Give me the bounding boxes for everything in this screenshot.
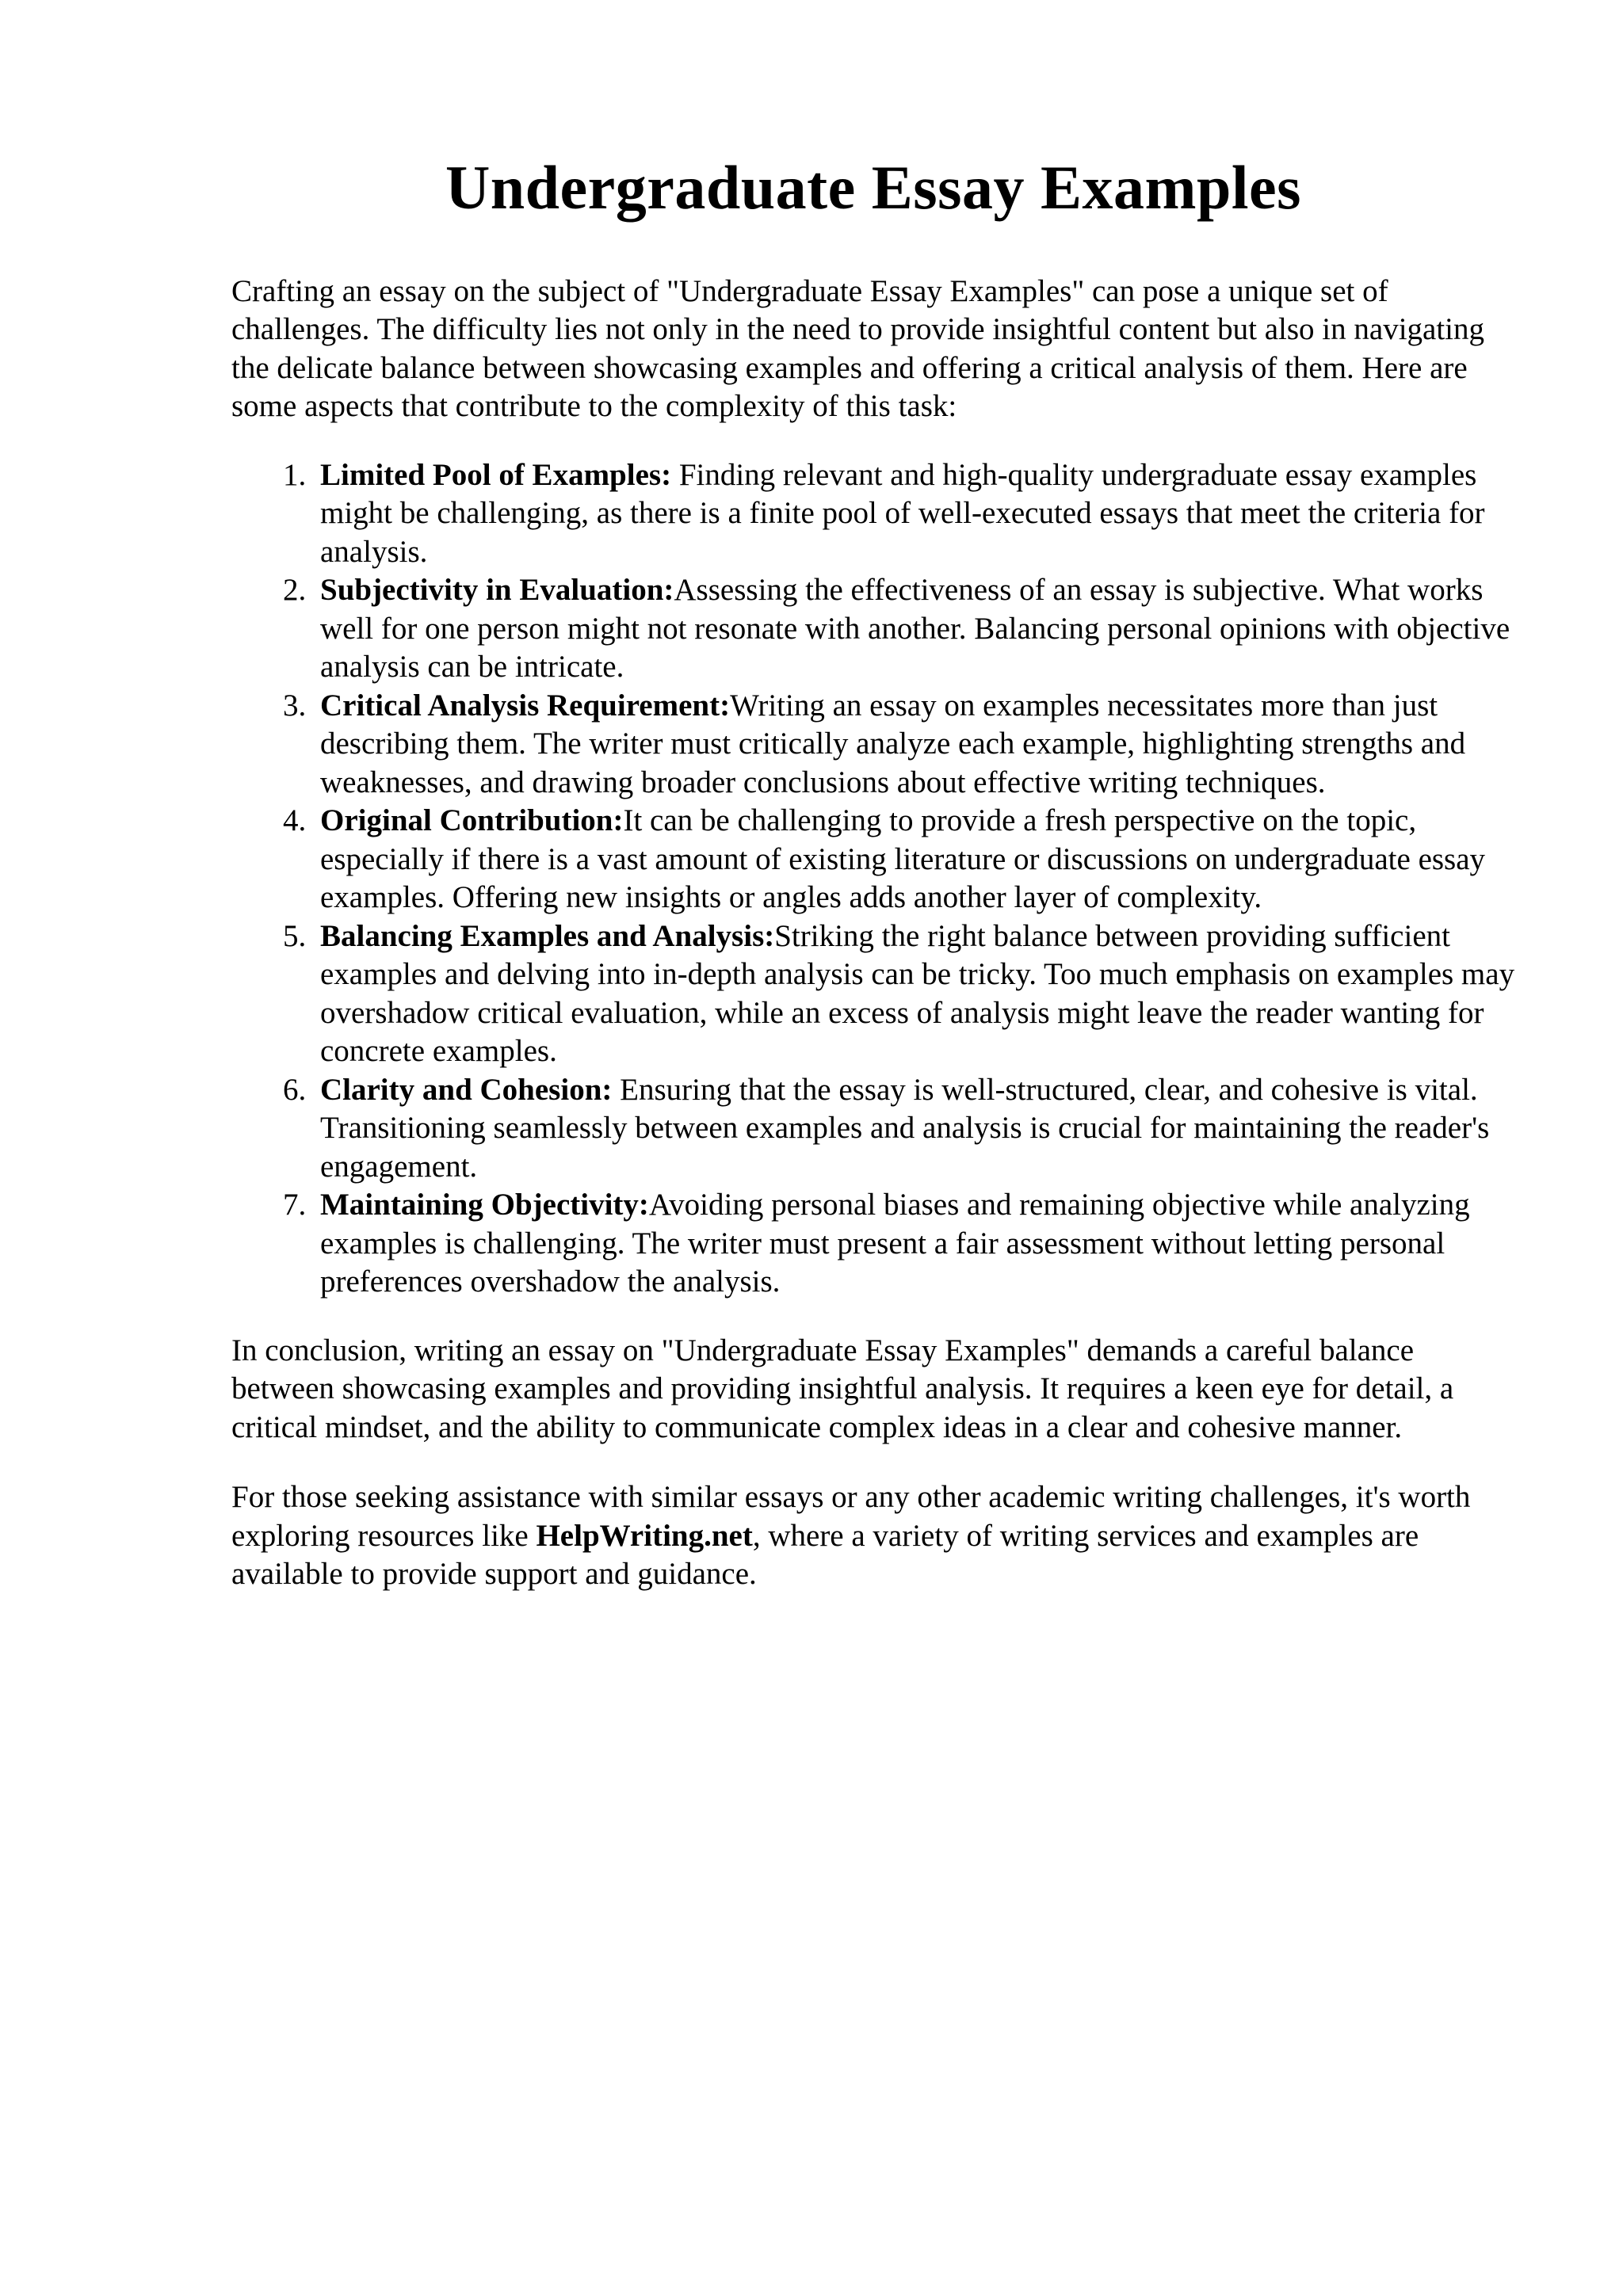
list-item-heading: Critical Analysis Requirement: [320, 688, 731, 723]
list-item-heading: Original Contribution: [320, 803, 624, 838]
list-item-text: Assessing the effectiveness of an essay is subjective. What works well for one person might not resonate with another. Balancing personal opinions with objective analysis can be intricate. [320, 573, 1510, 685]
list-item-heading: Limited Pool of Examples: [320, 457, 672, 492]
list-item [314, 802, 1515, 917]
list-item-heading: Balancing Examples and Analysis: [320, 918, 775, 953]
list-item [314, 917, 1515, 1071]
closing-text-after: , where a variety of writing services and examples are available to provide support and guidance. [231, 1518, 1419, 1592]
list-item-text: Finding relevant and high-quality undergraduate essay examples might be challenging, as there is a finite pool of well-executed essays that meet the criteria for analysis. [320, 457, 1485, 569]
list-item [314, 1071, 1515, 1187]
list-item-text: It can be challenging to provide a fresh perspective on the topic, especially if there is a vast amount of existing literature or discussions on undergraduate essay examples. Offering new insights or angles adds another layer of complexity. [320, 803, 1486, 915]
list-item [314, 1186, 1515, 1302]
list-item-heading: Subjectivity in Evaluation: [320, 573, 674, 608]
list-item [314, 687, 1515, 803]
aspects-list [231, 456, 1515, 1302]
closing-text-before: For those seeking assistance with similar essays or any other academic writing challenges, it's worth exploring resources like [231, 1480, 1471, 1553]
document-content [231, 151, 1515, 1594]
list-item [314, 456, 1515, 572]
list-item-text: Writing an essay on examples necessitates more than just describing them. The writer must critically analyze each example, highlighting strengths and weaknesses, and drawing broader conclusions about effective writing techniques. [320, 688, 1466, 799]
conclusion-paragraph: In conclusion, writing an essay on "Undergraduate Essay Examples" demands a careful balance between showcasing examples and providing insightful analysis. It requires a keen eye for detail, a critical mindset, and the ability to communicate complex ideas in a clear and cohesive manner. [231, 1333, 1454, 1444]
page-title: Undergraduate Essay Examples [445, 153, 1302, 222]
list-item [314, 571, 1515, 687]
closing-paragraph [231, 1478, 1515, 1594]
list-item-text: Striking the right balance between providing sufficient examples and delving into in-depth analysis can be tricky. Too much emphasis on examples may overshadow critical evaluation, while an excess of analysis might leave the reader wanting for concrete examples. [320, 918, 1515, 1069]
list-item-heading: Clarity and Cohesion: [320, 1072, 613, 1107]
helpwriting-link[interactable]: HelpWriting.net [536, 1518, 753, 1553]
list-item-text: Avoiding personal biases and remaining objective while analyzing examples is challenging. The writer must present a fair assessment without letting personal preferences overshadow the analysis. [320, 1188, 1470, 1299]
list-item-heading: Maintaining Objectivity: [320, 1188, 649, 1222]
list-item-text: Ensuring that the essay is well-structured, clear, and cohesive is vital. Transitioning seamlessly between examples and analysis is crucial for maintaining the reader's engagement. [320, 1072, 1490, 1184]
intro-paragraph: Crafting an essay on the subject of "Undergraduate Essay Examples" can pose a unique set of challenges. The difficulty lies not only in the need to provide insightful content but also in navigating the delicate balance between showcasing examples and offering a critical analysis of them. Here are some aspects that contribute to the complexity of this task: [231, 273, 1485, 424]
